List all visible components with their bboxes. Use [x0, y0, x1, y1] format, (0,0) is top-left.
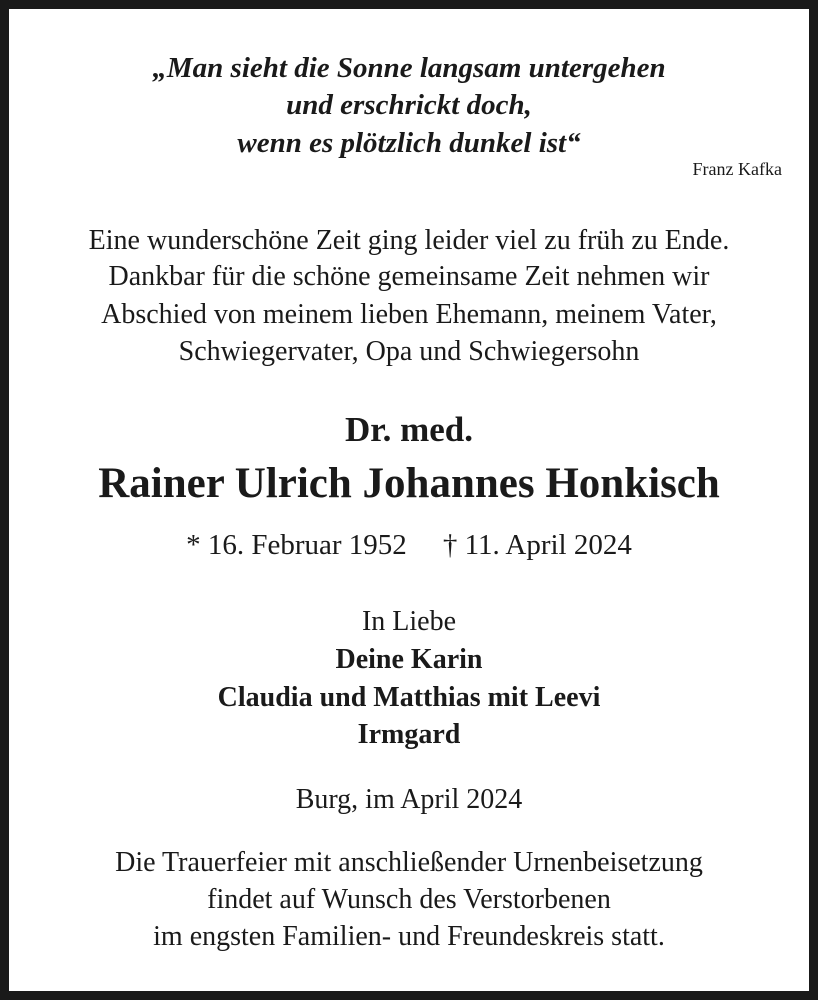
intro-line-1: Eine wunderschöne Zeit ging leider viel zu früh zu Ende.: [88, 225, 730, 256]
quote-line-2: und erschrickt doch,: [286, 89, 532, 121]
intro-line-2: Dankbar für die schöne gemeinsame Zeit nehmen wir: [108, 261, 710, 292]
life-dates: [9, 527, 809, 563]
deceased-title: Dr. med.: [344, 410, 473, 449]
place-date: Burg, im April 2024: [295, 784, 523, 815]
intro-line-3: Abschied von meinem lieben Ehemann, meinem Vater,: [101, 299, 717, 330]
deceased-name: Rainer Ulrich Johannes Honkisch: [98, 460, 720, 507]
ceremony-line-2: findet auf Wunsch des Verstorbenen: [207, 884, 611, 915]
mourners-intro: In Liebe: [361, 606, 457, 637]
intro-line-4: Schwiegervater, Opa und Schwiegersohn: [178, 336, 640, 367]
quote-line-1: „Man sieht die Sonne langsam untergehen: [152, 52, 666, 84]
quote-line-3: wenn es plötzlich dunkel ist“: [237, 127, 581, 159]
quote-author: Franz Kafka: [692, 159, 782, 179]
ceremony-line-1: Die Trauerfeier mit anschließender Urnenbeisetzung: [115, 847, 703, 878]
birth-date: * 16. Februar 1952: [186, 529, 407, 561]
mourner-name-1: Deine Karin: [335, 644, 483, 675]
ceremony-line-3: im engsten Familien- und Freundeskreis statt.: [153, 921, 665, 952]
mourner-name-3: Irmgard: [357, 719, 461, 750]
mourner-name-2: Claudia und Matthias mit Leevi: [217, 682, 601, 713]
death-date: † 11. April 2024: [442, 529, 632, 561]
